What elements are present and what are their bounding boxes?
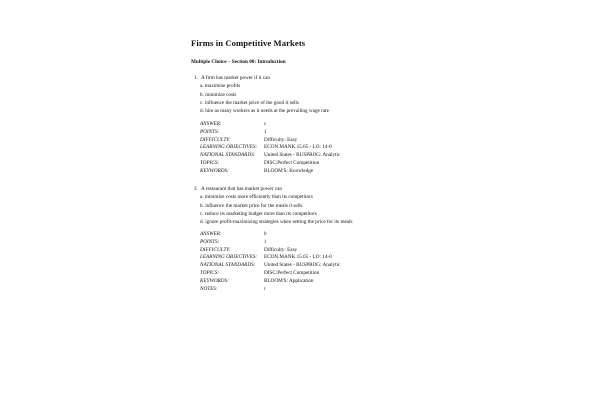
section-heading: Multiple Choice – Section 00: Introduction — [191, 59, 286, 65]
meta-key: LEARNING OBJECTIVES: — [200, 254, 258, 261]
question-stem — [194, 185, 353, 193]
choice-c: c. influence the market price of the good it sells — [200, 99, 299, 106]
meta-value: 1 — [264, 128, 267, 135]
meta-topics — [200, 160, 340, 168]
meta-value: c — [264, 121, 267, 127]
meta-value: 1 — [264, 238, 267, 245]
meta-keywords — [200, 168, 340, 176]
meta-value: ECON.MANK.15.65 - LO: 14-0 — [264, 144, 332, 151]
meta-national-standards — [200, 262, 340, 270]
meta-value: DISC:Perfect Competition — [264, 159, 320, 166]
meta-value: BLOOM'S: Application — [264, 277, 314, 284]
meta-value: United States - BUSPROG: Analytic — [264, 262, 341, 269]
meta-keywords — [200, 278, 340, 286]
meta-key: POINTS: — [200, 128, 220, 135]
meta-key: DIFFICULTY: — [200, 246, 231, 253]
meta-key: DIFFICULTY: — [200, 136, 231, 143]
meta-value: United States - BUSPROG: Analytic — [264, 152, 341, 159]
question-1-metadata — [200, 121, 340, 176]
choice-a: a. minimize costs more efficiently than its competitors — [200, 194, 313, 201]
meta-value: ECON.MANK.15.65 - LO: 14-0 — [264, 254, 332, 261]
meta-key: KEYWORDS: — [200, 167, 229, 174]
question-text: A restaurant that has market power can — [201, 186, 282, 192]
meta-value: b — [264, 231, 267, 237]
meta-key: NATIONAL STANDARDS: — [200, 262, 256, 269]
meta-value: Difficulty: Easy — [264, 136, 298, 143]
question-2-metadata — [200, 231, 340, 293]
meta-value: r — [264, 285, 266, 292]
question-stem — [194, 74, 329, 82]
meta-key: NOTES: — [200, 285, 218, 292]
meta-key: TOPICS: — [200, 269, 220, 276]
meta-value: Difficulty: Easy — [264, 246, 298, 253]
meta-points — [200, 239, 340, 247]
choice-b: b. minimize costs — [200, 91, 237, 98]
meta-learning-objectives — [200, 254, 340, 262]
question-2 — [194, 185, 353, 226]
meta-key: LEARNING OBJECTIVES: — [200, 144, 258, 151]
meta-key: ANSWER: — [200, 121, 222, 127]
meta-difficulty — [200, 137, 340, 145]
question-number: 1. — [194, 75, 198, 81]
question-1 — [194, 74, 329, 115]
meta-key: ANSWER: — [200, 231, 222, 237]
meta-notes — [200, 286, 340, 294]
meta-key: POINTS: — [200, 238, 220, 245]
question-number: 2. — [194, 186, 198, 192]
meta-answer — [200, 121, 340, 129]
choice-a: a. maximize profits — [200, 83, 241, 90]
document-title: Firms in Competitive Markets — [191, 38, 306, 48]
choice-d: d. ignore profit-maximizing strategies when setting the price for its meals — [200, 219, 353, 226]
meta-key: TOPICS: — [200, 159, 220, 166]
meta-value: BLOOM'S: Knowledge — [264, 167, 314, 174]
meta-points — [200, 129, 340, 137]
meta-difficulty — [200, 247, 340, 255]
choice-d: d. hire as many workers as it needs at the prevailing wage rate — [200, 108, 329, 115]
meta-national-standards — [200, 152, 340, 160]
meta-key: KEYWORDS: — [200, 277, 229, 284]
meta-topics — [200, 270, 340, 278]
choice-b: b. influence the market price for the meals it sells — [200, 202, 303, 209]
meta-value: DISC:Perfect Competition — [264, 269, 320, 276]
choice-c: c. reduce its marketing budget more than its competitors — [200, 210, 317, 217]
question-text: A firm has market power if it can — [201, 75, 271, 81]
meta-answer — [200, 231, 340, 239]
meta-key: NATIONAL STANDARDS: — [200, 152, 256, 159]
meta-learning-objectives — [200, 144, 340, 152]
